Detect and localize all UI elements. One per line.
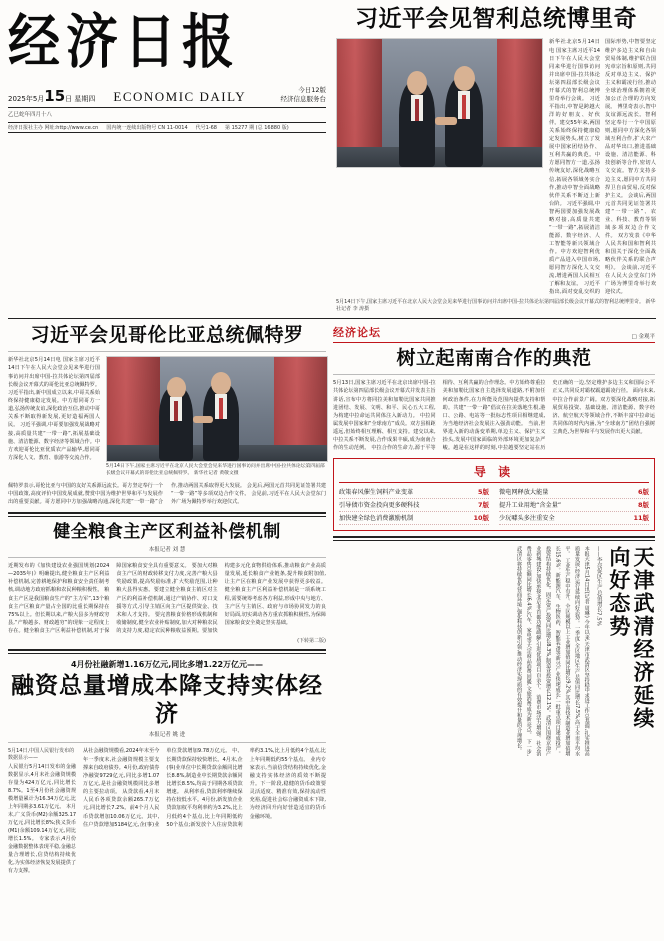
meta-code: 代号1-68 xyxy=(195,125,217,132)
article-finance-text: 从社会融资规模看,2024年末至今年一季度末,社会融资规模主要支撑来自政府债券。4月份,政府债券净融资9729亿元,同比多增1.07万亿元,是社会融资规模同比多增的主要拉动项。 从贷款看,4月末人民币各项贷款余额265.7万亿元,同比增长7.2%。前4个月人民币贷款增加10.06万亿元。其中,住户贷款增加5184亿元,企(事)业单位贷款增加9.78万亿元。 中、长期贷款保持较快增长。4月末,企(事)业单位中长期贷款余额同比增长8.8%,制造业中长期贷款余额同比增长8.5%,均高于同期各项贷款增速。 从利率看,贷款利率继续保持在较低水平。4月份,新发放企业贷款加权平均利率约为3.2%,比上月低约4个基点,比上年同期低约50个基点;新发放个人住房贷款利率约3.1%,比上月低约4个基点,比上年同期低约55个基点。 业内专家表示,当前信贷结构持续优化,金融支持实体经济的质效不断提升。下一阶段,稳健的货币政策要灵活适度、精准有效,保持流动性充裕,促进社会综合融资成本下降,为经济回升向好营造适宜的货币金融环境。 xyxy=(83,748,326,828)
newspaper-logo xyxy=(8,6,326,80)
date-prefix: 2025年5月 xyxy=(8,94,45,103)
forum-text: 5月13日,国家主席习近平在北京出席中国-拉共体论坛第四届部长级会议开幕式并发表主旨讲话,宣布中方将同拉美和加勒比国家共同推进团结、发展、文明、和平、民心五大工程,为构建中拉命运共同体注入新动力。 中拉同属发展中国家和“全球南方”成员。双方虽相距遥远,但始终相互理解、相互支持。建交以来,中拉关系不断发展,合作成果丰硕,成为南南合作的生动范例。 中拉合作的生命力,源于平等相待、互利共赢的合作理念。中方始终尊重拉美和加勒比国家自主选择发展道路,不附加任何政治条件,在力所能及范围内提供支持和帮助。共建“一带一路”倡议在拉美落地生根,港口、公路、电站等一批标志性项目相继建成,为当地经济社会发展注入强劲动能。 当前,世界进入新的动荡变革期,单边主义、保护主义抬头,发展中国家面临的外部环境更加复杂严峻。越是在这样的时刻,中拉越要坚定站在历史正确的一边,坚定维护多边主义和国际公平正义,共同反对霸权霸道霸凌行径。 面向未来,中拉合作前景广阔。双方要深化战略对接,拓展贸易投资、基础设施、清洁能源、数字经济、航空航天等领域合作,不断丰富中拉命运共同体的时代内涵,为“全球南方”团结自强树立典范,为世界和平与发展作出更大贡献。 xyxy=(333,380,655,452)
guide-title: 导 读 xyxy=(339,463,649,483)
article-wuqing-text: 本报天津5月14日讯(记者 周琳) 今年以来,天津市武清区坚持稳中求进工作总基调,扎实推进高质量发展,经济运行延续向好态势。一季度,全区地区生产总值同比增长7.5%,高于全市平均水平。 工业生产稳中有升。全区规模以上工业增加值同比增长9.2%,其中高技术制造业增加值增长15.6%。新能源汽车、生物医药、智能装备等新兴产业快速成长,一批重点项目建成投产。 投资结构持续优化。固定资产投资同比增长8.3%,制造业投资增长12.1%。武清区围绕京津产业新城建设,加快承接北京非首都功能疏解,引进优质项目百余个。 消费市场活力增强。社会消费品零售总额同比增长6.4%,汽车、家电等大宗商品消费回暖,文旅消费成为新亮点。 下一步,武清区将持续优化营商环境,强化科技创新引领,推动经济实现质的有效提升和量的合理增长。 xyxy=(516,545,590,756)
guide-item-page: 5版 xyxy=(477,488,489,496)
article-finance-side-text: 人民银行5月14日发布的金融数据显示,4月末社会融资规模存量为424万亿元,同比增长8.7%。1至4月份社会融资规模增量累计为16.34万亿元,比上年同期多3.61万亿元。 本月末,广义货币(M2)余额325.17万亿元,同比增长8%;狭义货币(M1)余额109.14万亿元,同比增长1.5%。 专家表示,4月份金融数据整体表现平稳,金融总量合理增长,信贷结构持续优化,为实体经济恢复发展提供了有力支撑。 xyxy=(8,764,76,875)
guide-item[interactable] xyxy=(339,499,489,512)
guide-item[interactable] xyxy=(499,486,649,499)
article-grain-jump: (下转第二版) xyxy=(297,638,326,645)
masthead-meta xyxy=(8,122,326,133)
column-right xyxy=(333,324,655,875)
main-columns xyxy=(8,324,656,875)
lead-right-text: 新华社北京5月14日电 国家主席习近平14日下午在人民大会堂同来华进行国事访问并出席中国-拉共体论坛第四届部长级会议开幕式的智利总统博里奇举行会谈。 习近平指出,中智是跨越大洋的好朋友、好伙伴。建交55年来,两国关系始终保持健康稳定发展势头,树立了发展中国家团结协作、互利共赢的典范。中方愿同智方一道,弘扬传统友好,深化战略互信,拓展各领域务实合作,推动中智全面战略伙伴关系不断迈上新台阶。 习近平强调,中智两国要加强发展战略对接,高质量共建“一带一路”,拓展清洁能源、数字经济、人工智能等新兴领域合作。中方欢迎智利优质产品进入中国市场,愿同智方深化人文交流,增进两国人民相互了解和友谊。 习近平指出,面对变乱交织的国际形势,中智要坚定维护多边主义和自由贸易体制,维护联合国宪章宗旨和原则,共同反对单边主义、保护主义和霸凌行径,推动全球治理体系朝着更加公正合理的方向发展。 博里奇表示,智中友谊源远流长。智利坚定奉行一个中国原则,愿同中方深化各领域互利合作,扩大农产品对华出口,推进基础设施、清洁能源、科技创新等合作,密切人文交流。智方支持多边主义,愿同中方共同捍卫自由贸易,反对保护主义。 会谈后,两国元首共同见证签署共建“一带一路”、农业、科技、教育等领域多项双边合作文件。 双方发表《中华人民共和国和智利共和国关于深化全面战略伙伴关系的联合声明》。 会谈前,习近平在人民大会堂东门外广场为博里奇举行欢迎仪式。 xyxy=(549,39,656,296)
guide-item-text: 政策春风催生饲料产业变革 xyxy=(339,489,414,496)
section-divider-2 xyxy=(8,649,326,654)
date-suffix: 日 xyxy=(65,94,73,103)
pages-info xyxy=(281,86,327,105)
forum-author: □ 金观平 xyxy=(631,334,655,341)
article-wuqing-kicker: ——李亮促区生产总值增长7.5% xyxy=(595,545,602,626)
guide-item-text: 引导债市资金投向更多硬科技 xyxy=(339,502,420,509)
article-finance-headline: 融资总量增成本降支持实体经济 xyxy=(11,672,323,727)
meta-cn: 国内统一连续出版物号 CN 11-0014 xyxy=(106,125,188,132)
article-finance-dateline: 5月14日,中国人民银行发布的数据显示—— xyxy=(8,748,75,762)
guide-item-page: 8版 xyxy=(637,501,649,509)
guide-item-text: 微电网释放大能量 xyxy=(499,489,549,496)
date-day: 15 xyxy=(44,86,66,105)
masthead-datebar xyxy=(8,86,326,108)
guide-item[interactable] xyxy=(339,512,489,525)
masthead xyxy=(8,6,656,313)
article-finance-byline: 本报记者 姚 进 xyxy=(148,732,186,739)
guide-item-text: 提升工业用地“含金量” xyxy=(499,502,562,509)
forum-section-label: 经济论坛 xyxy=(333,326,381,340)
pages-label: 今日12版 xyxy=(298,86,326,94)
article-wuqing-headline: 天津武清经济延续向好态势 xyxy=(606,545,656,730)
lead-right-photo xyxy=(336,38,543,168)
meta-issue: 第 15277 期 (总 16880 版) xyxy=(225,125,289,132)
guide-box xyxy=(333,458,655,531)
site-line: 经济日报社主办 网址:http://www.ce.cn xyxy=(8,125,99,132)
article-lead-headline: 习近平会见哥伦比亚总统佩特罗 xyxy=(30,324,304,347)
article-grain-headline: 健全粮食主产区利益补偿机制 xyxy=(53,521,281,542)
guide-item-page: 7版 xyxy=(477,501,489,509)
guide-item[interactable] xyxy=(499,499,649,512)
guide-item-page: 10版 xyxy=(473,514,489,522)
article-finance-side xyxy=(8,747,76,875)
guide-column-left xyxy=(339,486,489,525)
lead-right-caption: 5月14日下午,国家主席习近平在北京人民大会堂会见来华进行国事访问并出席中国-拉共体论坛第四届部长级会议开幕式的智利总统博里奇。 新华社记者 李 涛摄 xyxy=(336,299,656,313)
section-divider-3 xyxy=(333,536,655,541)
publication-date xyxy=(8,87,95,105)
article-lead-caption: 5月14日下午,国家主席习近平在北京人民大会堂会见来华进行国事访问并出席中国-拉共体论坛第四届部长级会议开幕式的哥伦比亚总统佩特罗。 新华社记者 黄敬文摄 xyxy=(106,464,325,477)
article-grain-byline: 本报记者 刘 慧 xyxy=(148,546,186,553)
weekday: 星期四 xyxy=(74,94,96,103)
guide-item[interactable] xyxy=(499,512,649,525)
guide-item-text: 加快建全绿色消费激励机制 xyxy=(339,515,414,522)
lead-right-headline: 习近平会见智利总统博里奇 xyxy=(355,5,637,32)
article-lead-text-left: 新华社北京5月14日电 国家主席习近平14日下午在人民大会堂会见来华进行国事访问并出席中国-拉共体论坛第四届部长级会议开幕式的哥伦比亚总统佩特罗。 习近平指出,新中国成立以来,中哥关系始终保持健康稳定发展。中方愿同哥方一道,弘扬传统友谊,深化政治互信,推动中哥关系不断取得新发展,更好造福两国人民。 习近平强调,中哥要加强发展战略对接,高质量共建“一带一路”,拓展基础设施、清洁能源、数字经济等领域合作。中方欢迎哥伦比亚优质农产品输华,愿同哥方深化人文、教育、旅游等交流合作。 xyxy=(8,357,100,461)
guide-item-page: 6版 xyxy=(637,488,649,496)
guide-column-right xyxy=(499,486,649,525)
section-divider-1 xyxy=(8,512,326,517)
article-finance-kicker: 4月份社融新增1.16万亿元,同比多增1.22万亿元—— xyxy=(70,660,264,670)
article-lead-text-rest: 佩特罗表示,哥伦比亚与中国的友好关系源远流长。哥方坚定奉行一个中国政策,高度评价中国发展成就,赞赏中国为维护世界和平与发展作出的重要贡献。哥方愿同中方加强战略沟通,深化共建“一带一路”合作,推动两国关系取得更大发展。 会见后,两国元首共同见证签署共建“一带一路”等多项双边合作文件。 会见前,习近平在人民大会堂东门外广场为佩特罗举行欢迎仪式。 xyxy=(8,483,326,506)
forum-headline: 树立起南南合作的典范 xyxy=(396,347,592,370)
newspaper-logo-en: ECONOMIC DAILY xyxy=(113,88,247,104)
newspaper-logo-cn: 经济日报 xyxy=(8,8,241,77)
lead-right-article xyxy=(326,6,656,313)
article-grain-text: 近期发布的《加快建设农业强国规划(2024—2035年)》明确提出,健全粮食主产区利益补偿机制,完善耕地保护和粮食安全责任制考核,调动地方政府抓粮和农民种粮积极性。 粮食主产区是我国粮食生产的“主力军”,13个粮食主产区粮食产量占全国的比重长期保持在75%以上。但长期以来,产粮大县多为财政穷县,“产粮越多、财政越穷”的现象一定程度上存在。健全粮食主产区利益补偿机制,对于保障国家粮食安全具有重要意义。 要加大对粮食主产区的财政转移支付力度,完善产粮大县奖励政策,提高奖励标准,扩大奖励范围,让种粮大县得实惠。要建立健全粮食主销区对主产区的利益补偿机制,通过产销协作、对口支援等方式,引导主销区向主产区提供资金、技术和人才支持。 要完善粮食价格形成机制和收储制度,健全农业补贴制度,加大对种粮农民的支持力度,稳定农民种粮收益预期。要加快构建多元化食物供给体系,推动粮食产业高质量发展,延长粮食产业链条,提升粮食附加值,让主产区在粮食产业发展中获得更多收益。 健全粮食主产区利益补偿机制是一项系统工程,需要统筹考虑各方利益,形成中央与地方、主产区与主销区、政府与市场协同发力的良好局面,切实调动各方重农抓粮积极性,为保障国家粮食安全奠定坚实基础。 xyxy=(8,562,326,635)
guide-item-text: 少玩噱头多注重安全 xyxy=(499,515,555,522)
masthead-left xyxy=(8,6,326,133)
column-left xyxy=(8,324,326,875)
pages-sub: 经济信息服务台 xyxy=(280,95,326,104)
masthead-divider xyxy=(8,318,656,319)
guide-item-page: 11版 xyxy=(633,514,649,522)
lunar-line: 乙巳蛇年四月十八 xyxy=(8,111,53,118)
article-lead-photo xyxy=(106,356,328,462)
article-wuqing xyxy=(333,546,655,756)
guide-item[interactable] xyxy=(339,486,489,499)
lead-right-body-wrap xyxy=(336,38,656,296)
